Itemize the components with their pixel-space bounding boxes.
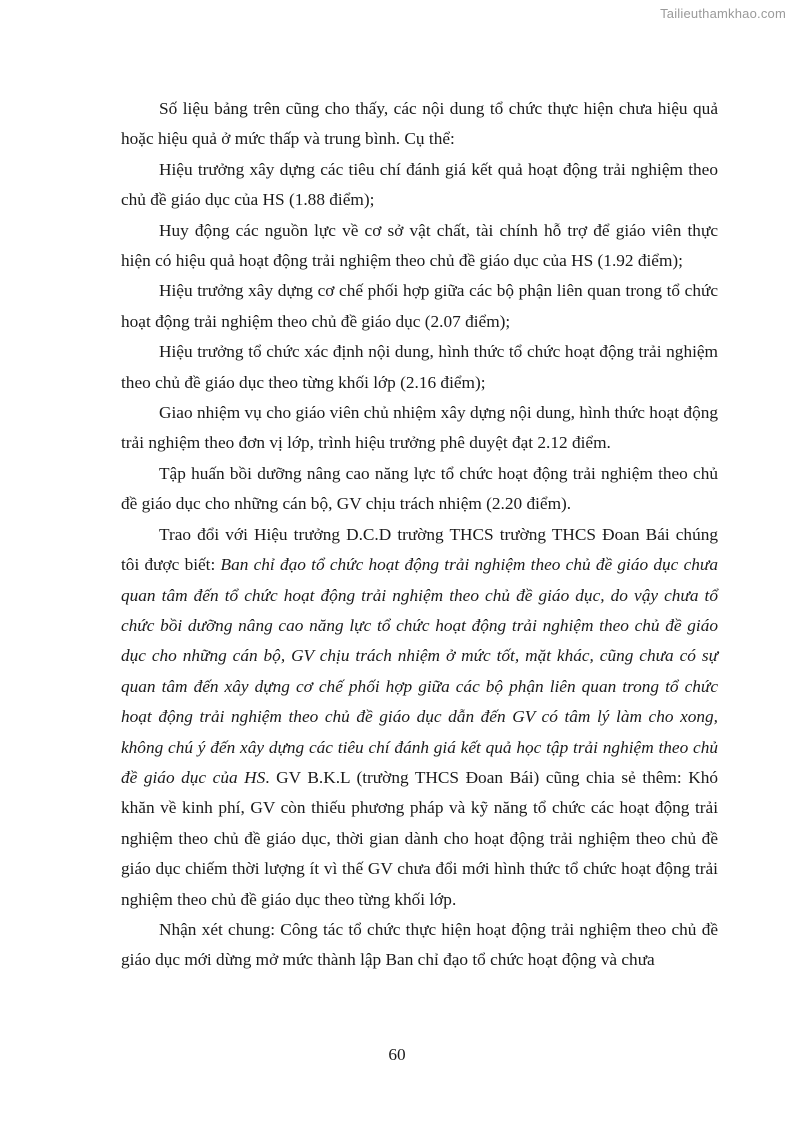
paragraph-resources: Huy động các nguồn lực về cơ sở vật chất, tài chính hỗ trợ để giáo viên thực hiện có hiệu quả hoạt động trải nghiệm theo chủ đề giáo dục của HS (1.92 điểm); (121, 220, 718, 271)
page-number: 60 (388, 1045, 406, 1064)
paragraph-criteria: Hiệu trưởng xây dựng các tiêu chí đánh giá kết quả hoạt động trải nghiệm theo chủ đề giáo dục của HS (1.88 điểm); (121, 159, 718, 210)
interview-rest: . GV B.K.L (trường THCS Đoan Bái) cũng chia sẻ thêm: Khó khăn về kinh phí, GV còn thiếu phương pháp và kỹ năng tổ chức các hoạt động trải nghiệm theo chủ đề giáo dục, thời gian dành cho hoạt động trải nghiệm theo chủ đề giáo dục chiếm thời lượng ít vì thế GV chưa đổi mới hình thức tổ chức hoạt động trải nghiệm theo chủ đề giáo dục theo từng khối lớp. (121, 767, 718, 909)
paragraph-coordination: Hiệu trưởng xây dựng cơ chế phối hợp giữa các bộ phận liên quan trong tổ chức hoạt động trải nghiệm theo chủ đề giáo dục (2.07 điểm); (121, 281, 718, 331)
paragraph-assignment: Giao nhiệm vụ cho giáo viên chủ nhiệm xây dựng nội dung, hình thức hoạt động trải nghiệm theo đơn vị lớp, trình hiệu trưởng phê duyệt đạt 2.12 điểm. (121, 403, 718, 453)
paragraph-content-form: Hiệu trưởng tổ chức xác định nội dung, hình thức tổ chức hoạt động trải nghiệm theo chủ đề giáo dục theo từng khối lớp (2.16 điểm); (121, 342, 718, 392)
paragraph-general-remark: Nhận xét chung: Công tác tổ chức thực hiện hoạt động trải nghiệm theo chủ đề giáo dục mới dừng mở mức thành lập Ban chỉ đạo tổ chức hoạt động và chưa (121, 919, 718, 970)
paragraph-summary: Số liệu bảng trên cũng cho thấy, các nội dung tổ chức thực hiện chưa hiệu quả hoặc hiệu quả ở mức thấp và trung bình. Cụ thể: (121, 99, 718, 149)
watermark-text: Tailieuthamkhao.com (660, 6, 786, 21)
document-body (121, 94, 718, 976)
interview-intro: Trao đổi với Hiệu trưởng D.C.D trường THCS trường THCS Đoan Bái chúng tôi được biết: (121, 524, 718, 575)
paragraph-interview (121, 520, 718, 915)
interview-quote: Ban chỉ đạo tổ chức hoạt động trải nghiệm theo chủ đề giáo dục chưa quan tâm đến tổ chức hoạt động trải nghiệm theo chủ đề giáo dục, do vậy chưa tổ chức bồi dưỡng nâng cao năng lực tổ chức hoạt động trải nghiệm theo chủ đề giáo dục cho những cán bộ, GV chịu trách nhiệm ở mức tốt, mặt khác, cũng chưa có sự quan tâm đến xây dựng cơ chế phối hợp giữa các bộ phận liên quan trong tổ chức hoạt động trải nghiệm theo chủ đề giáo dục dẫn đến GV có tâm lý làm cho xong, không chú ý đến xây dựng các tiêu chí đánh giá kết quả học tập trải nghiệm theo chủ đề giáo dục của HS (121, 555, 718, 787)
paragraph-training: Tập huấn bồi dưỡng nâng cao năng lực tổ chức hoạt động trải nghiệm theo chủ đề giáo dục cho những cán bộ, GV chịu trách nhiệm (2.20 điểm). (121, 463, 718, 514)
